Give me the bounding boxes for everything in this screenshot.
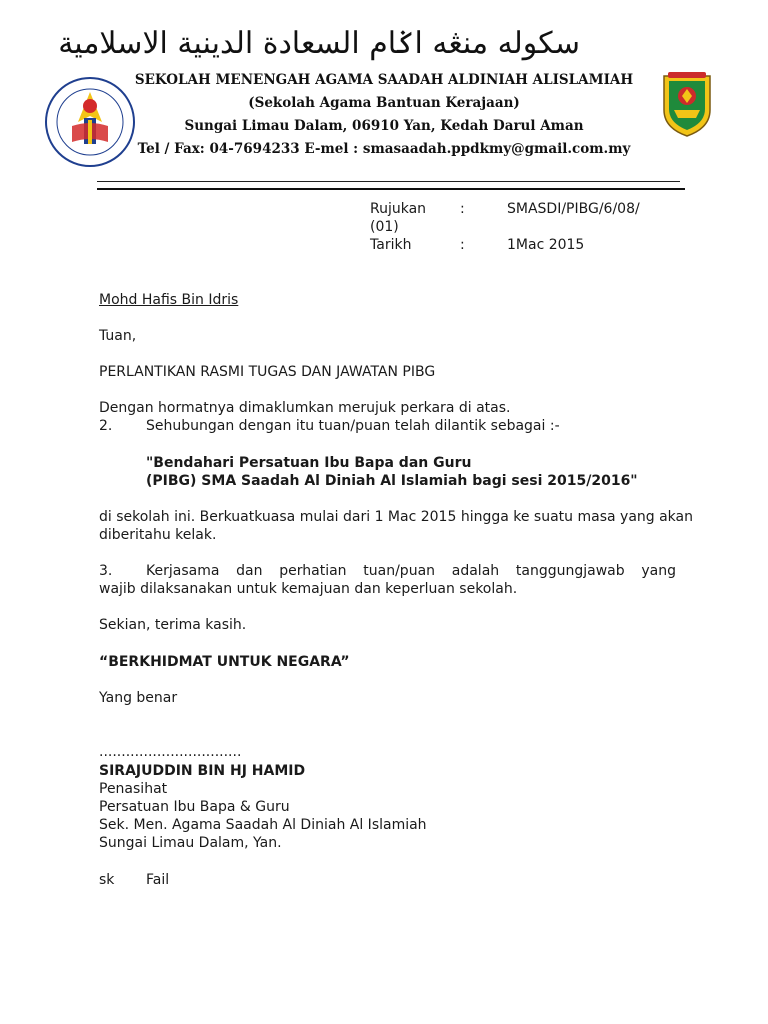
school-address: Sungai Limau Dalam, 06910 Yan, Kedah Darul Aman	[184, 118, 584, 134]
closing-line: Sekian, terima kasih.	[99, 617, 247, 633]
paragraph-3-line-1: Kerjasama dan perhatian tuan/puan adalah tanggungjawab yang	[146, 563, 676, 579]
paragraph-3-line-2: wajib dilaksanakan untuk kemajuan dan keperluan sekolah.	[99, 581, 518, 597]
motto: “BERKHIDMAT UNTUK NEGARA”	[99, 654, 350, 670]
school-crest	[660, 70, 714, 138]
rujukan-separator: :	[460, 201, 465, 217]
signatory-school: Sek. Men. Agama Saadah Al Diniah Al Islamiah	[99, 817, 427, 833]
header-rule-thick	[97, 188, 685, 190]
school-type: (Sekolah Agama Bantuan Kerajaan)	[248, 95, 520, 111]
tarikh-value: 1Mac 2015	[507, 237, 585, 253]
paragraph-2: Sehubungan dengan itu tuan/puan telah dilantik sebagai :-	[146, 418, 560, 434]
letter-subject: PERLANTIKAN RASMI TUGAS DAN JAWATAN PIBG	[99, 364, 436, 380]
appointment-line-1: "Bendahari Persatuan Ibu Bapa dan Guru	[146, 455, 472, 471]
tarikh-label: Tarikh	[370, 237, 412, 253]
header-rule-thin	[97, 181, 680, 182]
cc-value: Fail	[146, 872, 170, 888]
signatory-organisation: Persatuan Ibu Bapa & Guru	[99, 799, 290, 815]
paragraph-2-continued-line-1: di sekolah ini. Berkuatkuasa mulai dari 1 Mac 2015 hingga ke suatu masa yang akan	[99, 509, 693, 525]
paragraph-3-number: 3.	[99, 563, 113, 579]
rujukan-label: Rujukan	[370, 201, 427, 217]
arabic-school-title: سكوله منڠه اݢام السعادة الدينية الاسلامية	[58, 26, 580, 61]
paragraph-2-continued-line-2: diberitahu kelak.	[99, 527, 217, 543]
cc-label: sk	[99, 872, 115, 888]
appointment-line-2: (PIBG) SMA Saadah Al Diniah Al Islamiah bagi sesi 2015/2016"	[146, 473, 638, 489]
paragraph-1: Dengan hormatnya dimaklumkan merujuk perkara di atas.	[99, 400, 511, 416]
rujukan-value-continued: (01)	[370, 219, 399, 235]
yang-benar: Yang benar	[99, 690, 178, 706]
signatory-place: Sungai Limau Dalam, Yan.	[99, 835, 282, 851]
school-contact: Tel / Fax: 04-7694233 E-mel : smasaadah.ppdkmy@gmail.com.my	[137, 141, 631, 157]
signatory-title: Penasihat	[99, 781, 168, 797]
salutation: Tuan,	[99, 328, 137, 344]
paragraph-2-number: 2.	[99, 418, 113, 434]
signature-dots: ................................	[99, 744, 242, 760]
recipient-name: Mohd Hafis Bin Idris	[99, 292, 239, 308]
school-name: SEKOLAH MENENGAH AGAMA SAADAH ALDINIAH ALISLAMIAH	[134, 72, 634, 88]
signatory-name: SIRAJUDDIN BIN HJ HAMID	[99, 763, 306, 779]
tarikh-separator: :	[460, 237, 465, 253]
rujukan-value: SMASDI/PIBG/6/08/	[507, 201, 640, 217]
